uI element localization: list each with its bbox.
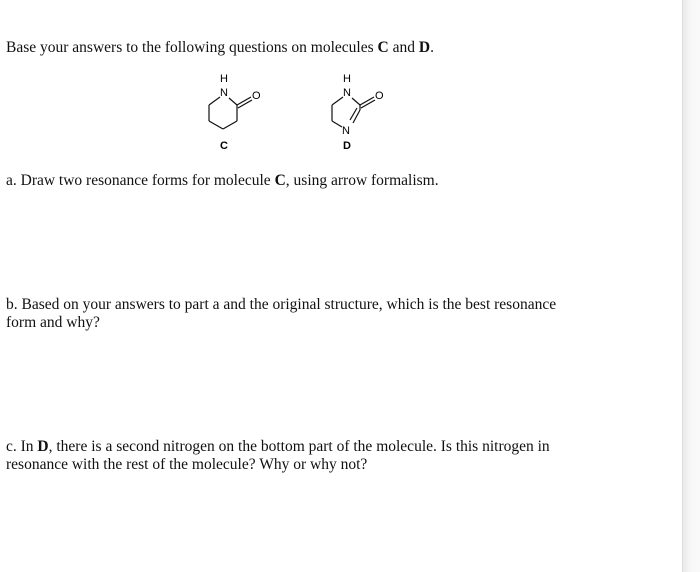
question-c-molecule: D [37,438,49,455]
question-a-prefix: a. Draw two resonance forms for molecule [6,172,275,189]
molecule-d-atom-n: N [343,87,351,99]
molecule-d-atom-h: H [343,73,351,85]
question-c-line-2: resonance with the rest of the molecule? Why or why not? [6,456,368,473]
intro-molecule-d: D [418,39,431,56]
intro-molecule-c: C [377,39,389,56]
molecule-c-label: C [220,140,228,152]
question-c-line-1 [6,438,550,456]
question-a [6,172,439,190]
molecule-c-atom-n: N [220,87,228,99]
molecule-c-atom-o: O [252,90,261,102]
page-edge-shadow [682,0,700,572]
intro-prefix: Base your answers to the following questions on molecules [6,39,378,56]
question-a-suffix: , using arrow formalism. [285,172,439,189]
intro-mid: and [388,39,419,56]
molecule-d-structure [318,70,398,160]
molecule-d-label: D [343,140,351,152]
intro-text [6,39,434,57]
intro-suffix: . [430,39,434,56]
molecule-c-atom-h: H [220,73,228,85]
molecule-d-drawing [318,70,398,160]
molecule-c-drawing [195,70,275,160]
question-b-line-2: form and why? [6,314,100,331]
question-c-suffix: , there is a second nitrogen on the bottom part of the molecule. Is this nitrogen in [48,438,550,455]
question-a-molecule: C [274,172,286,189]
molecule-d-atom-n2: N [342,125,350,137]
molecule-c-structure [195,70,275,160]
question-c-prefix: c. In [6,438,38,455]
molecule-d-atom-o: O [375,90,384,102]
question-b-line-1: b. Based on your answers to part a and the original structure, which is the best resonance [6,296,557,313]
